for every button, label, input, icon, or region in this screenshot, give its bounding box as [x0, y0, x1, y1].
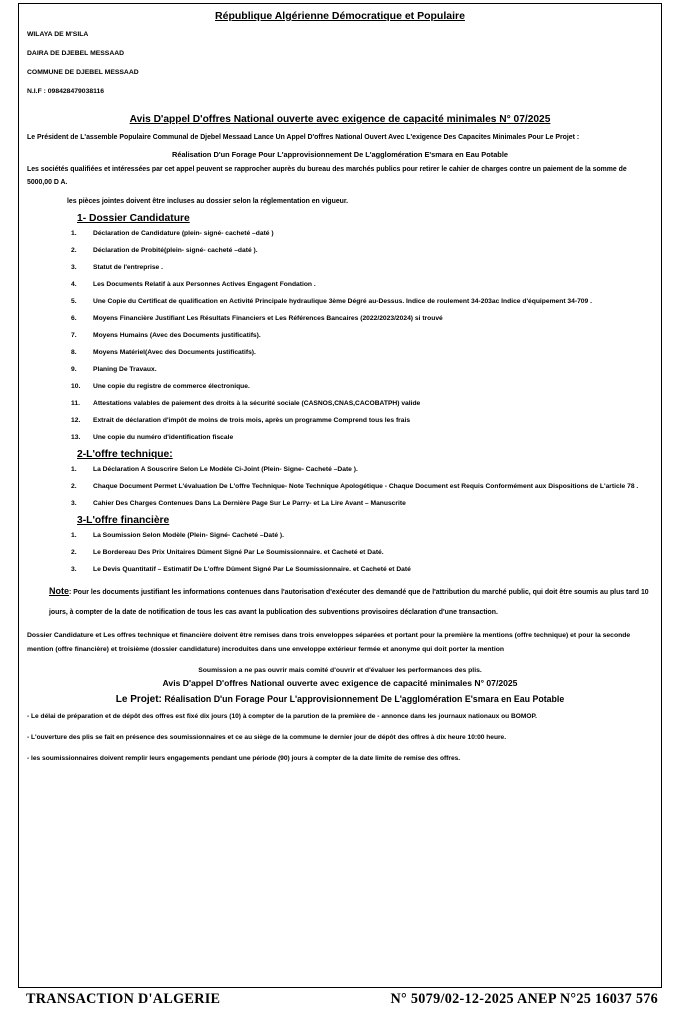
list-item: 2. Chaque Document Permet L'évaluation De L'offre Technique- Note Technique Apologétique - Chaque Document est Requis Conformément aux Dispositions de L'article 78 .: [71, 483, 639, 490]
list-item: 12. Extrait de déclaration d'impôt de moins de trois mois, après un programme Comprend tous les frais: [71, 417, 411, 424]
technique-list: [27, 464, 653, 509]
note-label: Note: [49, 586, 69, 596]
section-candidature-title: 1- Dossier Candidature: [77, 213, 190, 224]
commune-label: COMMUNE DE DJEBEL MESSAAD: [27, 69, 139, 76]
note-text: : Pour les documents justifiant les informations contenues dans l'autorisation d'exécuter des demandé que de l'attribution du marché public, qui doit être soumis au plus tard 10 jours, à compter de la date de notification de tous les cas avant la publication des subventions provisoires déclaration d'une transaction.: [49, 589, 649, 616]
notice-title-repeat: Avis D'appel D'offres National ouverte avec exigence de capacité minimales N° 07/2025: [162, 678, 518, 688]
list-item: 1. La Soumission Selon Modèle (Plein- Signé- Cacheté –Daté ).: [71, 532, 285, 539]
list-item: 2. Déclaration de Probité(plein- signé- cacheté –daté ).: [71, 247, 258, 254]
list-item: 5. Une Copie du Certificat de qualification en Activité Principale hydraulique 3ème Dégré au-Dessus. Indice de roulement 34-203ac Indice d'équipement 34-709 .: [71, 298, 592, 305]
closing-line-deadline: - Le délai de préparation et de dépôt des offres est fixé dix jours (10) à compter de la parution de la première de - annonce dans les journaux nationaux ou BOMOP.: [27, 713, 537, 720]
list-item: 3. Le Devis Quantitatif – Estimatif De L'offre Dûment Signé Par Le Soumissionnaire. et Cacheté et Daté: [71, 566, 411, 573]
closing-line-engagement: - les soumissionnaires doivent remplir leurs engagements pendant une période (90) jours à compter de la date limite de remise des offres.: [27, 755, 461, 762]
list-item: 9. Planing De Travaux.: [71, 366, 157, 373]
section-technique-title: 2-L'offre technique:: [77, 449, 173, 460]
dossier-paragraph: Dossier Candidature et Les offres technique et financière doivent être remises dans trois enveloppes séparées et portant pour la première la mentions (offre technique) et pour la seconde mention (offre financière) et troisième (dossier candidature) incroduites dans une enveloppe extérieur fermée et anonyme qui doit porter la mention: [27, 632, 631, 653]
notice-title: Avis D'appel D'offres National ouverte avec exigence de capacité minimales N° 07/2025: [129, 114, 551, 125]
wilaya-label: WILAYA DE M'SILA: [27, 31, 89, 38]
footer-reference: N° 5079/02-12-2025 ANEP N°25 16037 576: [390, 991, 658, 1007]
note-paragraph: [27, 581, 653, 623]
footer-publisher: TRANSACTION D'ALGERIE: [26, 991, 221, 1007]
section-financiere-title: 3-L'offre financière: [77, 515, 170, 526]
list-item: 11. Attestations valables de paiement des droits à la sécurité sociale (CASNOS,CNAS,CACOBATPH) valide: [71, 400, 421, 407]
list-item: 7. Moyens Humains (Avec des Documents justificatifs).: [71, 332, 261, 339]
publication-footer: [26, 991, 658, 1015]
republic-title: République Algérienne Démocratique et Populaire: [215, 10, 465, 22]
notice-frame: [18, 3, 662, 988]
conditions-paragraph: Les sociétés qualifiées et intéressées par cet appel peuvent se rapprocher auprès du bureau des marchés publics pour retirer le cahier de charges contre un paiement de la somme de 5000,00 D A.: [27, 166, 627, 186]
list-item: 8. Moyens Matériel(Avec des Documents justificatifs).: [71, 349, 256, 356]
closing-line-opening: - L'ouverture des plis se fait en présence des soumissionnaires et ce au siège de la commune le dernier jour de dépôt des offres à dix heure 10:00 heure.: [27, 734, 507, 741]
daira-label: DAIRA DE DJEBEL MESSAAD: [27, 50, 125, 57]
intro-paragraph: Le Président de L'assemble Populaire Communal de Djebel Messaad Lance Un Appel D'offres National Ouvert Avec L'exigence Des Capacites Minimales Pour Le Projet :: [27, 134, 580, 141]
pieces-paragraph: les pièces jointes doivent être incluses au dossier selon la réglementation en vigueur.: [67, 198, 349, 205]
project-title: Réalisation D'un Forage Pour L'approvisionnement De L'agglomération E'smara en Eau Potable: [172, 150, 508, 159]
soumission-line: Soumission a ne pas ouvrir mais comité d'ouvrir et d'évaluer les performances des plis.: [198, 667, 482, 674]
candidature-list: [27, 228, 653, 443]
list-item: 3. Statut de l'entreprise .: [71, 264, 163, 271]
administration-block: [27, 30, 653, 106]
projet-text: Réalisation D'un Forage Pour L'approvisionnement De L'agglomération E'smara en Eau Potable: [164, 694, 565, 704]
nif-label: N.I.F : 098428479038116: [27, 88, 105, 95]
list-item: 4. Les Documents Relatif à aux Personnes Actives Engagent Fondation .: [71, 281, 316, 288]
list-item: 6. Moyens Financière Justifiant Les Résultats Financiers et Les Références Bancaires (2022/2023/2024) si trouvé: [71, 315, 443, 322]
list-item: 1. Déclaration de Candidature (plein- signé- cacheté –daté ): [71, 230, 274, 237]
financiere-list: [27, 530, 653, 575]
list-item: 10. Une copie du registre de commerce électronique.: [71, 383, 250, 390]
list-item: 3. Cahier Des Charges Contenues Dans La Dernière Page Sur Le Parry- et La Lire Avant – Manuscrite: [71, 500, 406, 507]
list-item: 1. La Déclaration A Souscrire Selon Le Modèle Ci-Joint (Plein- Signe- Cacheté –Date ).: [71, 466, 358, 473]
projet-label: Le Projet:: [115, 694, 162, 705]
list-item: 2. Le Bordereau Des Prix Unitaires Dûment Signé Par Le Soumissionnaire. et Cacheté et Daté.: [71, 549, 384, 556]
project-line-repeat: [27, 694, 653, 705]
list-item: 13. Une copie du numéro d'identification fiscale: [71, 434, 234, 441]
